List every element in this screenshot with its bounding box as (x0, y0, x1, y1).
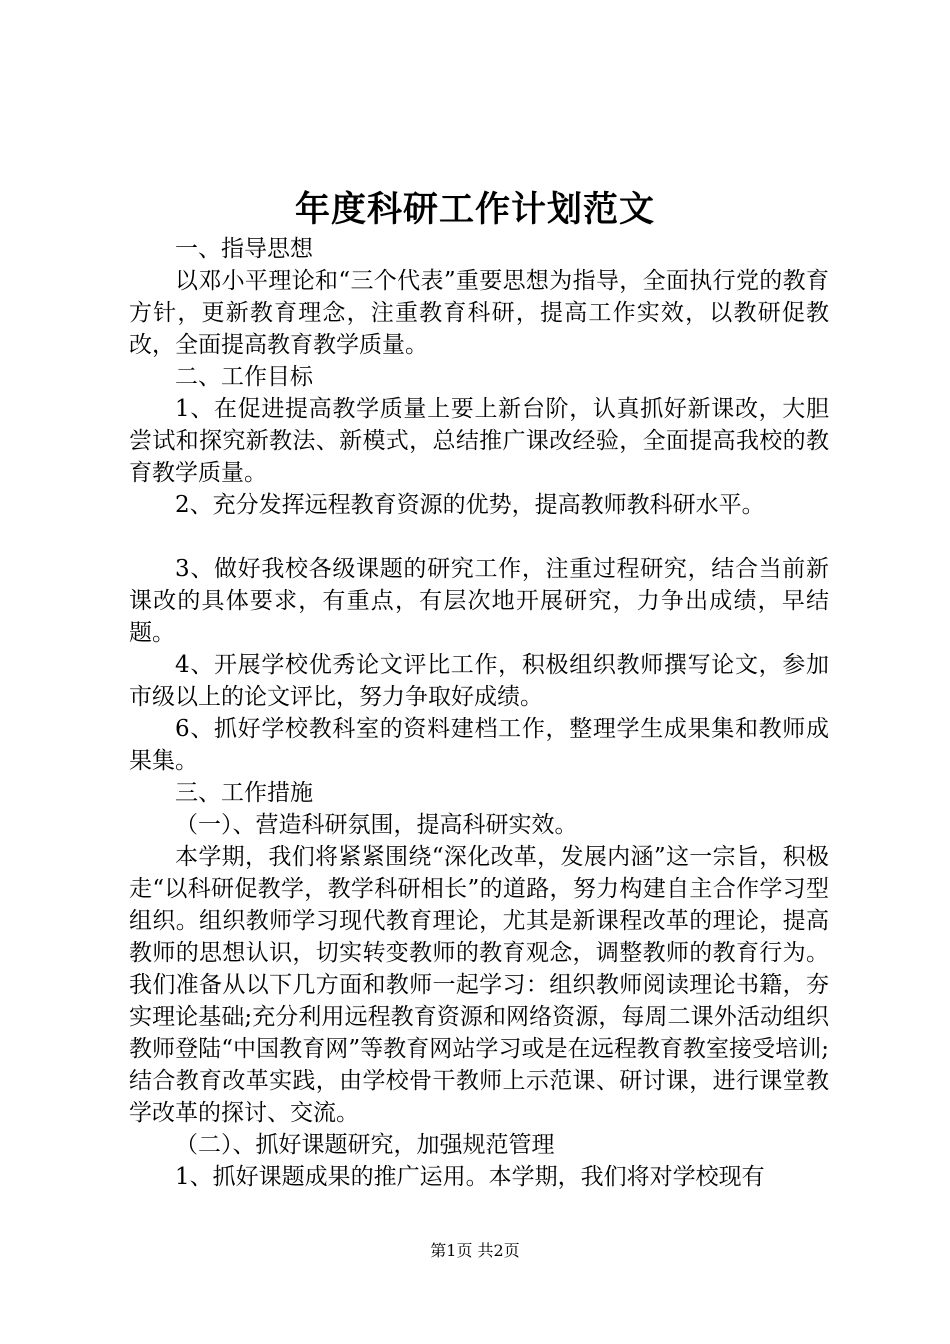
paragraph-project-results: 1、抓好课题成果的推广运用。本学期，我们将对学校现有 (175, 1164, 765, 1190)
page-footer: 第1页 共2页 (430, 1241, 520, 1260)
subsection-heading-1: （一）、营造科研氛围，提高科研实效。 (175, 812, 578, 838)
document-body (129, 233, 829, 1193)
paragraph-research-atmosphere: 本学期，我们将紧紧围绕“深化改革，发展内涵”这一宗旨，积极走“以科研促教学，教学科研相长”的道路，努力构建自主合作学习型组织。组织教师学习现代教育理论，尤其是新课程改革的理论，提高教师的思想认识，切实转变教师的教育观念，调整教师的教育行为。我们准备从以下几方面和教师一起学习：组织教师阅读理论书籍，夯实理论基础;充分利用远程教育资源和网络资源，每周二课外活动组织教师登陆“中国教育网”等教育网站学习或是在远程教育教室接受培训;结合教育改革实践，由学校骨干教师上示范课、研讨课，进行课堂教学改革的探讨、交流。 (129, 844, 829, 1126)
section-heading-work-goals: 二、工作目标 (175, 364, 313, 390)
goal-item-1: 1、在促进提高教学质量上要上新台阶，认真抓好新课改，大胆尝试和探究新教法、新模式，总结推广课改经验，全面提高我校的教育教学质量。 (129, 396, 829, 486)
goal-item-2: 2、充分发挥远程教育资源的优势，提高教师教科研水平。 (175, 492, 765, 518)
section-heading-work-measures: 三、工作措施 (175, 780, 313, 806)
goal-item-6: 6、抓好学校教科室的资料建档工作，整理学生成果集和教师成果集。 (129, 716, 829, 774)
blank-line (129, 521, 829, 553)
document-title: 年度科研工作计划范文 (294, 189, 655, 230)
section-heading-guiding-ideology: 一、指导思想 (175, 236, 313, 262)
goal-item-4: 4、开展学校优秀论文评比工作，积极组织教师撰写论文，参加市级以上的论文评比，努力争取好成绩。 (129, 652, 829, 710)
subsection-heading-2: （二）、抓好课题研究，加强规范管理 (175, 1132, 555, 1158)
goal-item-3: 3、做好我校各级课题的研究工作，注重过程研究，结合当前新课改的具体要求，有重点，有层次地开展研究，力争出成绩，早结题。 (129, 556, 829, 646)
paragraph-guiding-ideology: 以邓小平理论和“三个代表”重要思想为指导，全面执行党的教育方针，更新教育理念，注重教育科研，提高工作实效，以教研促教改，全面提高教育教学质量。 (129, 268, 829, 358)
